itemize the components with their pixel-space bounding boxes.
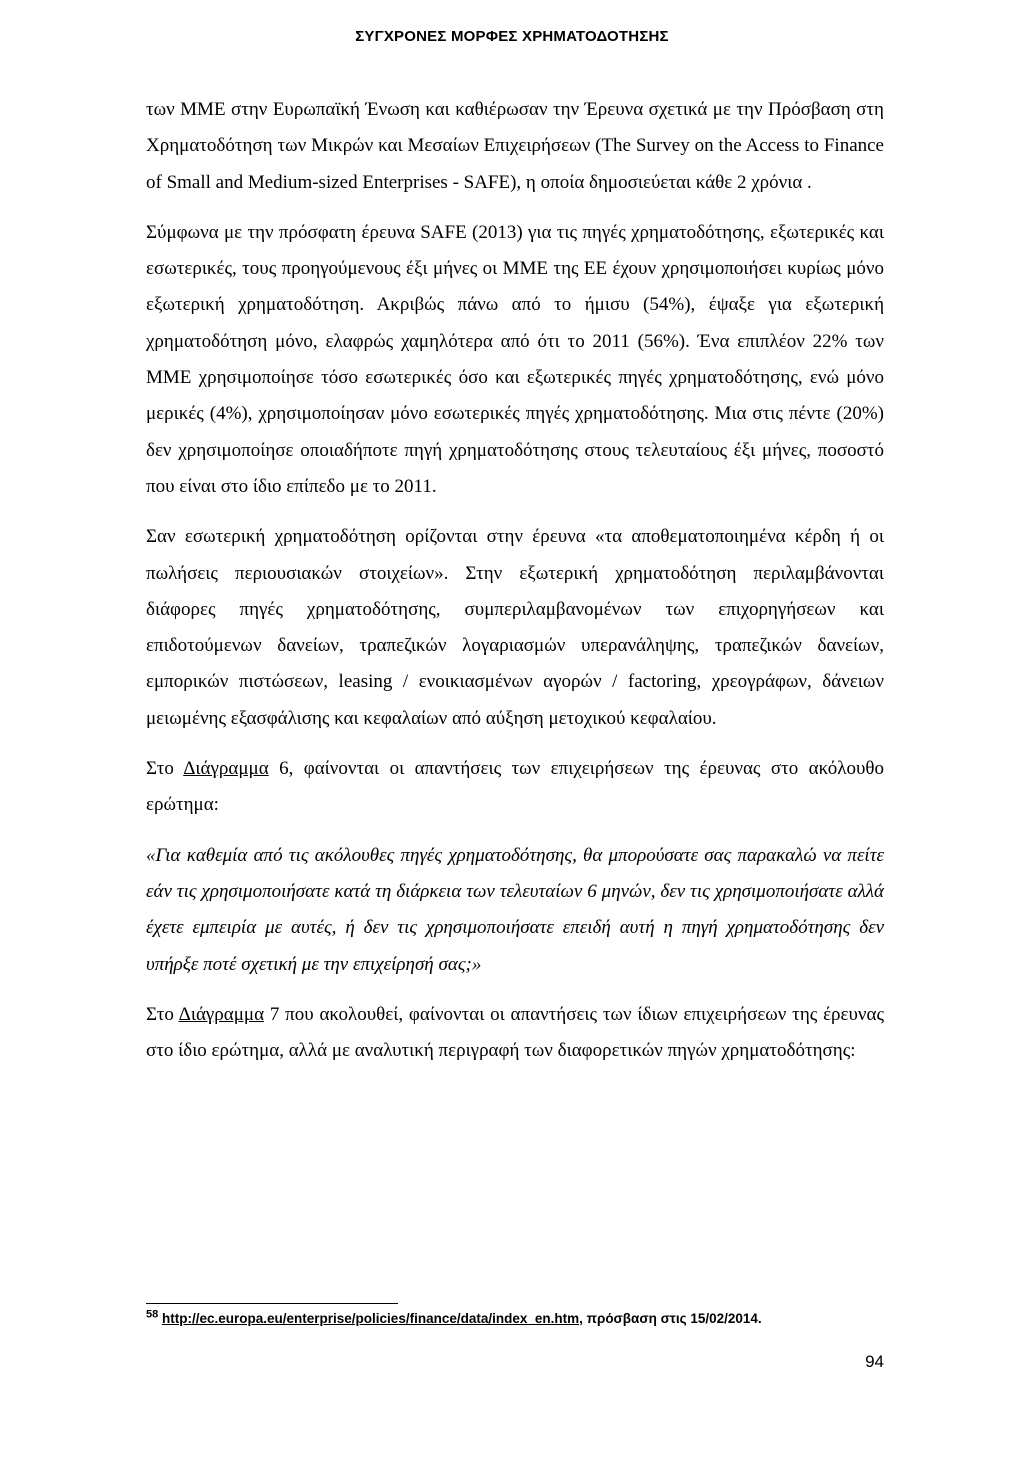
paragraph-6-start: Στο [146, 1003, 179, 1025]
footnote-separator [146, 1303, 398, 1304]
paragraph-2: Σύμφωνα με την πρόσφατη έρευνα SAFE (2013) για τις πηγές χρηματοδότησης, εξωτερικές και εσωτερικές, τους προηγούμενους έξι μήνες οι ΜΜΕ της ΕΕ έχουν χρησιμοποιήσει κυρίως μόνο εξωτερική χρηματοδότηση. Ακριβώς πάνω από το ήμισυ (54%), έψαξε για εξωτερική χρηματοδότηση μόνο, ελαφρώς χαμηλότερα από ότι το 2011 (56%). Ένα επιπλέον 22% των ΜΜΕ χρησιμοποίησε τόσο εσωτερικές όσο και εξωτερικές πηγές χρηματοδότησης, ενώ μόνο μερικές (4%), χρησιμοποίησαν μόνο εσωτερικές πηγές χρηματοδότησης. Μια στις πέντε (20%) δεν χρησιμοποίησε οποιαδήποτε πηγή χρηματοδότησης στους τελευταίους έξι μήνες, ποσοστό που είναι στο ίδιο επίπεδο με το 2011. [146, 221, 884, 497]
paragraph-4-start: Στο [146, 758, 184, 780]
paragraph-3: Σαν εσωτερική χρηματοδότηση ορίζονται στην έρευνα «τα αποθεματοποιημένα κέρδη ή οι πωλήσεις περιουσιακών στοιχείων». Στην εξωτερική χρηματοδότηση περιλαμβάνονται διάφορες πηγές χρηματοδότησης, συμπεριλαμβανομένων των επιχορηγήσεων και επιδοτούμενων δανείων, τραπεζικών λογαριασμών υπερανάληψης, τραπεζικών δανείων, εμπορικών πιστώσεων, leasing / ενοικιασμένων αγορών / factoring, χρεογράφων, δάνειων μειωμένης εξασφάλισης και κεφαλαίων από αύξηση μετοχικού κεφαλαίου. [146, 526, 884, 729]
paragraph-1: των ΜΜΕ στην Ευρωπαϊκή Ένωση και καθιέρωσαν την Έρευνα σχετικά με την Πρόσβαση στη Χρηματοδότηση των Μικρών και Μεσαίων Επιχειρήσεων (The Survey on the Access to Finance of Small and Medium-sized Enterprises - SAFE), η οποία δημοσιεύεται κάθε 2 χρόνια . [146, 99, 884, 193]
footnote-link[interactable]: http://ec.europa.eu/enterprise/policies/finance/data/index_en.htm [162, 1311, 580, 1326]
footnote-text: , πρόσβαση στις 15/02/2014. [579, 1311, 762, 1326]
footnote [146, 1308, 886, 1326]
paragraph-4 [146, 751, 884, 824]
figure-7-link[interactable]: Διάγραμμα [178, 1003, 265, 1025]
paragraph-4-end: 6, φαίνονται οι απαντήσεις των επιχειρήσεων της έρευνας στο ακόλουθο ερώτημα: [146, 758, 884, 816]
main-text [146, 92, 884, 1083]
page-number: 94 [865, 1352, 884, 1371]
survey-question: «Για καθεμία από τις ακόλουθες πηγές χρηματοδότησης, θα μπορούσατε σας παρακαλώ να πείτε εάν τις χρησιμοποιήσατε κατά τη διάρκεια των τελευταίων 6 μηνών, δεν τις χρησιμοποιήσατε αλλά έχετε εμπειρία με αυτές, ή δεν τις χρησιμοποιήσατε επειδή αυτή η πηγή χρηματοδότησης δεν υπήρξε ποτέ σχετική με την επιχείρησή σας;» [146, 844, 884, 975]
footnote-number: 58 [146, 1308, 159, 1321]
paragraph-6-end: 7 που ακολουθεί, φαίνονται οι απαντήσεις των ίδιων επιχειρήσεων της έρευνας στο ίδιο ερώτημα, αλλά με αναλυτική περιγραφή των διαφορετικών πηγών χρηματοδότησης: [146, 1003, 884, 1062]
running-header: ΣΥΓΧΡΟΝΕΣ ΜΟΡΦΕΣ ΧΡΗΜΑΤΟΔΟΤΗΣΗΣ [355, 28, 669, 45]
figure-6-link[interactable]: Διάγραμμα [183, 758, 269, 780]
paragraph-6 [146, 997, 884, 1070]
